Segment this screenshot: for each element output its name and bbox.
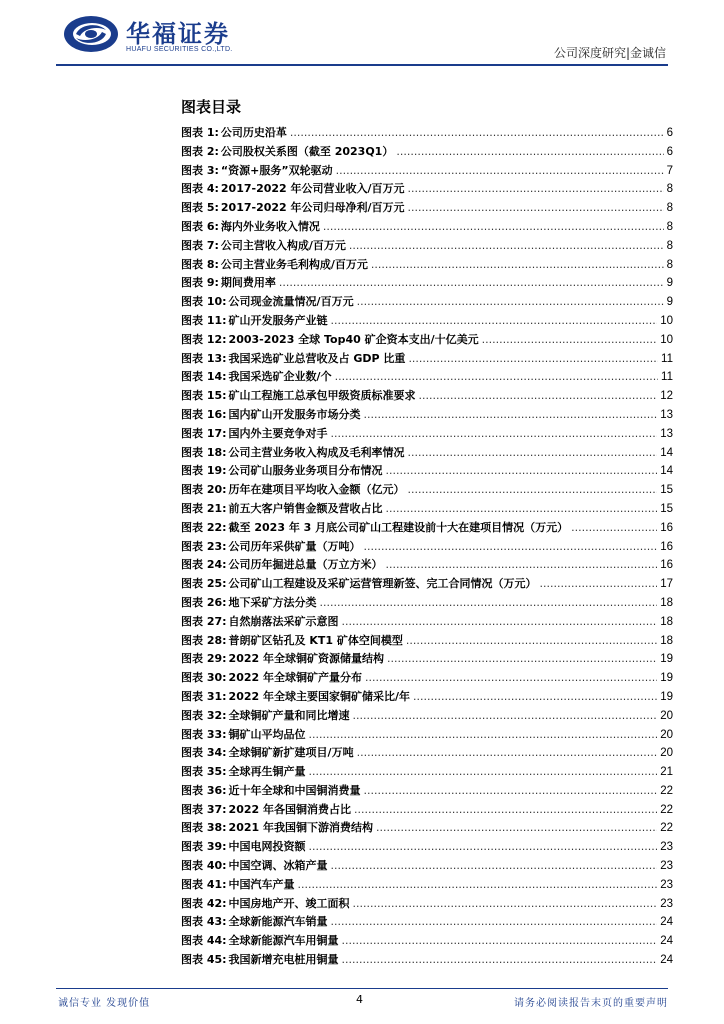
toc-entry-page: 20 — [660, 709, 673, 722]
toc-leader-dots — [408, 199, 664, 218]
toc-leader-dots — [408, 444, 658, 463]
toc-entry-title: 2021 年我国铜下游消费结构 — [228, 821, 373, 835]
brand-name-english: HUAFU SECURITIES CO.,LTD. — [126, 46, 233, 53]
toc-leader-dots — [331, 857, 658, 876]
toc-entry[interactable] — [181, 444, 673, 463]
toc-entry-label: 图表 12: — [181, 332, 227, 346]
toc-entry-label: 图表 5: — [181, 201, 219, 215]
toc-entry-title: 全球铜矿产量和同比增速 — [228, 708, 350, 722]
toc-leader-dots — [419, 387, 658, 406]
toc-entry-label: 图表 10: — [181, 295, 227, 309]
toc-entry[interactable] — [181, 500, 673, 519]
toc-entry-page: 23 — [660, 841, 673, 854]
toc-leader-dots — [364, 538, 658, 557]
toc-leader-dots — [290, 124, 664, 143]
toc-entry[interactable] — [181, 951, 673, 970]
toc-entry-label: 图表 21: — [181, 501, 227, 515]
toc-entry-label: 图表 4: — [181, 182, 219, 196]
toc-leader-dots — [298, 876, 658, 895]
toc-entry-page: 18 — [660, 634, 673, 647]
toc-entry[interactable] — [181, 180, 673, 199]
toc-leader-dots — [387, 650, 657, 669]
toc-entry[interactable] — [181, 293, 673, 312]
toc-entry-title: 2017-2022 年公司归母净利/百万元 — [220, 201, 405, 215]
toc-entry-page: 24 — [660, 935, 673, 948]
toc-entry-label: 图表 26: — [181, 595, 227, 609]
toc-entry[interactable] — [181, 726, 673, 745]
toc-entry-title: 公司股权关系图（截至 2023Q1） — [220, 144, 394, 158]
toc-entry-title: 公司现金流量情况/百万元 — [228, 295, 354, 309]
toc-leader-dots — [408, 481, 658, 500]
toc-leader-dots — [309, 763, 658, 782]
toc-entry-page: 11 — [661, 352, 673, 365]
toc-entry-label: 图表 42: — [181, 896, 227, 910]
toc-leader-dots — [353, 895, 658, 914]
toc-entry[interactable] — [181, 199, 673, 218]
toc-entry-title: 公司历年采供矿量（万吨） — [228, 539, 361, 553]
toc-entry-label: 图表 3: — [181, 163, 219, 177]
toc-entry-page: 23 — [660, 878, 673, 891]
toc-entry-page: 12 — [660, 390, 673, 403]
toc-entry[interactable] — [181, 425, 673, 444]
toc-leader-dots — [408, 350, 658, 369]
toc-entry[interactable] — [181, 575, 673, 594]
toc-leader-dots — [335, 368, 658, 387]
toc-entry-label: 图表 40: — [181, 859, 227, 873]
toc-entry-label: 图表 16: — [181, 407, 227, 421]
toc-entry-page: 6 — [666, 127, 673, 139]
toc-entry-title: 矿山开发服务产业链 — [228, 313, 328, 327]
toc-leader-dots — [364, 782, 658, 801]
toc-entry-page: 18 — [660, 615, 673, 628]
toc-entry-label: 图表 13: — [181, 351, 227, 365]
toc-entry[interactable] — [181, 350, 673, 369]
toc-entry-page: 16 — [660, 559, 673, 572]
toc-entry[interactable] — [181, 782, 673, 801]
toc-entry-page: 20 — [660, 728, 673, 741]
toc-entry-page: 6 — [666, 145, 673, 158]
toc-entry[interactable] — [181, 744, 673, 763]
toc-entry-page: 19 — [660, 653, 673, 666]
toc-entry-label: 图表 7: — [181, 238, 219, 252]
toc-entry-title: 全球铜矿新扩建项目/万吨 — [228, 746, 354, 760]
toc-entry-label: 图表 45: — [181, 953, 227, 967]
toc-leader-dots — [406, 632, 657, 651]
toc-leader-dots — [396, 143, 663, 162]
toc-entry-label: 图表 39: — [181, 840, 227, 854]
toc-entry-page: 13 — [660, 408, 673, 421]
toc-entry-title: 截至 2023 年 3 月底公司矿山工程建设前十大在建项目情况（万元） — [228, 520, 569, 534]
toc-leader-dots — [349, 237, 664, 256]
huafu-logo-icon — [62, 14, 120, 54]
toc-entry-page: 15 — [660, 484, 673, 497]
toc-entry-label: 图表 38: — [181, 821, 227, 835]
brand-name: 华福证券 — [126, 19, 230, 48]
toc-entry-title: 我国采选矿企业数/个 — [228, 370, 332, 384]
toc-entry-label: 图表 9: — [181, 276, 219, 290]
toc-entry-page: 20 — [660, 747, 673, 760]
toc-entry-title: 2022 年全球铜矿产量分布 — [228, 671, 362, 685]
toc-entry-label: 图表 27: — [181, 614, 227, 628]
toc-entry[interactable] — [181, 331, 673, 350]
toc-entry-page: 15 — [660, 502, 673, 515]
toc-entry-title: 公司历年掘进总量（万立方米） — [228, 558, 383, 572]
header-divider — [56, 64, 668, 66]
toc-leader-dots — [309, 726, 658, 745]
toc-entry-page: 24 — [660, 916, 673, 929]
toc-entry[interactable] — [181, 481, 673, 500]
toc-entry-label: 图表 31: — [181, 689, 227, 703]
toc-entry-title: 中国电网投资额 — [228, 840, 306, 854]
toc-entry-title: 我国采选矿业总营收及占 GDP 比重 — [228, 351, 406, 365]
toc-entry[interactable] — [181, 650, 673, 669]
toc-entry-page: 23 — [660, 897, 673, 910]
toc-entry-page: 22 — [660, 803, 673, 816]
toc-entry[interactable] — [181, 763, 673, 782]
toc-entry-title: 公司主营业务毛利构成/百万元 — [220, 257, 368, 271]
toc-leader-dots — [408, 180, 664, 199]
toc-entry-label: 图表 22: — [181, 520, 227, 534]
toc-entry[interactable] — [181, 387, 673, 406]
toc-title: 图表目录 — [181, 98, 242, 116]
toc-entry[interactable] — [181, 312, 673, 331]
toc-entry-title: 自然崩落法采矿示意图 — [228, 614, 339, 628]
toc-entry-title: 期间费用率 — [220, 276, 276, 290]
toc-entry-page: 19 — [660, 672, 673, 685]
toc-entry-label: 图表 29: — [181, 652, 227, 666]
toc-entry-page: 8 — [666, 239, 673, 252]
toc-entry[interactable] — [181, 801, 673, 820]
toc-entry-title: 前五大客户销售金额及营收占比 — [228, 501, 383, 515]
toc-leader-dots — [386, 462, 658, 481]
toc-entry-page: 7 — [666, 164, 673, 177]
toc-entry[interactable] — [181, 895, 673, 914]
toc-entry-label: 图表 20: — [181, 483, 227, 497]
toc-entry[interactable] — [181, 707, 673, 726]
toc-entry-label: 图表 18: — [181, 445, 227, 459]
toc-entry-page: 13 — [660, 427, 673, 440]
toc-leader-dots — [279, 274, 664, 293]
toc-leader-dots — [354, 801, 657, 820]
toc-entry-label: 图表 17: — [181, 426, 227, 440]
toc-leader-dots — [364, 406, 658, 425]
toc-entry[interactable] — [181, 124, 673, 143]
toc-entry[interactable] — [181, 932, 673, 951]
toc-entry-page: 23 — [660, 860, 673, 873]
toc-entry-label: 图表 33: — [181, 727, 227, 741]
toc-entry-label: 图表 44: — [181, 934, 227, 948]
toc-entry-title: 近十年全球和中国铜消费量 — [228, 783, 361, 797]
toc-entry-title: 历年在建项目平均收入金额（亿元） — [228, 483, 405, 497]
toc-entry-title: 国内外主要竞争对手 — [228, 426, 328, 440]
toc-entry-label: 图表 32: — [181, 708, 227, 722]
toc-entry-page: 9 — [666, 296, 673, 309]
toc-entry-title: 公司历史沿革 — [220, 126, 287, 139]
page-header — [0, 0, 724, 68]
toc-entry[interactable] — [181, 613, 673, 632]
footer-slogan: 诚信专业 发现价值 — [58, 998, 151, 1009]
toc-entry-label: 图表 8: — [181, 257, 219, 271]
toc-leader-dots — [331, 425, 658, 444]
toc-leader-dots — [331, 312, 658, 331]
toc-entry-title: 全球再生铜产量 — [228, 765, 306, 779]
toc-entry-title: 2022 年全球铜矿资源储量结构 — [228, 652, 384, 666]
toc-entry-label: 图表 30: — [181, 671, 227, 685]
toc-entry-label: 图表 19: — [181, 464, 227, 478]
toc-entry[interactable] — [181, 669, 673, 688]
toc-entry-page: 8 — [666, 183, 673, 196]
toc-entry-label: 图表 2: — [181, 144, 219, 158]
toc-entry-page: 16 — [660, 540, 673, 553]
toc-entry[interactable] — [181, 632, 673, 651]
toc-entry-label: 图表 1: — [181, 126, 219, 139]
toc-leader-dots — [323, 218, 664, 237]
toc-entry[interactable] — [181, 368, 673, 387]
toc-entry-page: 16 — [660, 521, 673, 534]
toc-leader-dots — [482, 331, 658, 350]
toc-entry-page: 18 — [660, 596, 673, 609]
footer-divider — [56, 988, 668, 989]
toc-entry-label: 图表 15: — [181, 389, 227, 403]
toc-leader-dots — [386, 556, 658, 575]
toc-entry-title: 2022 年各国铜消费占比 — [228, 802, 351, 816]
toc-leader-dots — [376, 819, 657, 838]
toc-entry[interactable] — [181, 688, 673, 707]
toc-entry-title: 中国汽车产量 — [228, 877, 295, 891]
toc-entry[interactable] — [181, 538, 673, 557]
toc-entry-title: 中国房地产开、竣工面积 — [228, 896, 350, 910]
toc-leader-dots — [413, 688, 657, 707]
toc-entry-label: 图表 25: — [181, 577, 227, 591]
toc-entry-page: 11 — [661, 371, 673, 384]
toc-entry-title: 中国空调、冰箱产量 — [228, 859, 328, 873]
toc-entry-page: 24 — [660, 954, 673, 967]
toc-leader-dots — [365, 669, 657, 688]
toc-entry[interactable] — [181, 143, 673, 162]
toc-entry[interactable] — [181, 913, 673, 932]
toc-entry[interactable] — [181, 237, 673, 256]
toc-entry-label: 图表 11: — [181, 313, 227, 327]
footer-disclaimer: 请务必阅读报告末页的重要声明 — [514, 998, 668, 1009]
toc-entry-page: 14 — [660, 465, 673, 478]
toc-entry-page: 8 — [666, 220, 673, 233]
toc-entry-page: 19 — [660, 690, 673, 703]
toc-leader-dots — [353, 707, 658, 726]
toc-entry-title: 地下采矿方法分类 — [228, 595, 317, 609]
toc-leader-dots — [342, 932, 658, 951]
toc-entry-label: 图表 24: — [181, 558, 227, 572]
toc-leader-dots — [336, 162, 664, 181]
toc-leader-dots — [320, 594, 658, 613]
toc-leader-dots — [540, 575, 658, 594]
toc-entry-label: 图表 35: — [181, 765, 227, 779]
toc-entry-title: 公司矿山工程建设及采矿运营管理新签、完工合同情况（万元） — [228, 577, 537, 591]
toc-entry[interactable] — [181, 519, 673, 538]
toc-leader-dots — [309, 838, 658, 857]
report-type: 公司深度研究|金诚信 — [553, 46, 666, 60]
toc-entry-page: 21 — [660, 766, 673, 779]
toc-leader-dots — [342, 951, 658, 970]
toc-entry[interactable] — [181, 594, 673, 613]
toc-leader-dots — [371, 256, 664, 275]
toc-entry[interactable] — [181, 819, 673, 838]
toc-entry[interactable] — [181, 556, 673, 575]
toc-entry[interactable] — [181, 162, 673, 181]
toc-entry-label: 图表 36: — [181, 783, 227, 797]
toc-leader-dots — [386, 500, 658, 519]
toc-leader-dots — [331, 913, 658, 932]
toc-entry-title: 海内外业务收入情况 — [220, 219, 320, 233]
toc-entry-title: 铜矿山平均品位 — [228, 727, 306, 741]
toc-entry-page: 22 — [660, 822, 673, 835]
toc-entry-title: 公司主营业务收入构成及毛利率情况 — [228, 445, 405, 459]
toc-entry-page: 10 — [660, 314, 673, 327]
toc-entry-title: 国内矿山开发服务市场分类 — [228, 407, 361, 421]
toc-entry[interactable] — [181, 857, 673, 876]
toc-entry[interactable] — [181, 256, 673, 275]
toc-entry-title: 我国新增充电桩用铜量 — [228, 953, 339, 967]
toc-entry-page: 22 — [660, 784, 673, 797]
toc-entry-label: 图表 37: — [181, 802, 227, 816]
toc-entry-page: 8 — [666, 258, 673, 271]
toc-entry-page: 9 — [666, 277, 673, 290]
toc-entry[interactable] — [181, 406, 673, 425]
toc-entry-label: 图表 41: — [181, 877, 227, 891]
toc-leader-dots — [357, 744, 658, 763]
toc-entry-page: 17 — [660, 578, 673, 591]
toc-entry-title: 普朗矿区钻孔及 KT1 矿体空间模型 — [228, 633, 403, 647]
toc-entry-title: 公司主营收入构成/百万元 — [220, 238, 346, 252]
toc-entry[interactable] — [181, 218, 673, 237]
toc-entry-title: 2022 年全球主要国家铜矿储采比/年 — [228, 689, 411, 703]
toc-entry-label: 图表 14: — [181, 370, 227, 384]
toc-entry[interactable] — [181, 838, 673, 857]
figure-list — [181, 124, 673, 970]
toc-entry-label: 图表 23: — [181, 539, 227, 553]
toc-leader-dots — [357, 293, 664, 312]
toc-entry[interactable] — [181, 462, 673, 481]
toc-entry[interactable] — [181, 274, 673, 293]
toc-entry[interactable] — [181, 876, 673, 895]
toc-entry-title: 公司矿山服务业务项目分布情况 — [228, 464, 383, 478]
toc-entry-label: 图表 6: — [181, 219, 219, 233]
toc-entry-title: 2017-2022 年公司营业收入/百万元 — [220, 182, 405, 196]
toc-entry-title: “资源+服务”双轮驱动 — [220, 163, 333, 177]
toc-entry-title: 全球新能源汽车销量 — [228, 915, 328, 929]
toc-leader-dots — [571, 519, 657, 538]
toc-entry-page: 14 — [660, 446, 673, 459]
toc-entry-page: 8 — [666, 202, 673, 215]
toc-entry-title: 全球新能源汽车用铜量 — [228, 934, 339, 948]
page-number: 4 — [356, 993, 363, 1006]
toc-entry-label: 图表 34: — [181, 746, 227, 760]
toc-entry-label: 图表 43: — [181, 915, 227, 929]
toc-entry-title: 2003-2023 全球 Top40 矿企资本支出/十亿美元 — [228, 332, 479, 346]
toc-leader-dots — [342, 613, 658, 632]
toc-entry-label: 图表 28: — [181, 633, 227, 647]
toc-entry-page: 10 — [660, 333, 673, 346]
toc-entry-title: 矿山工程施工总承包甲级资质标准要求 — [228, 389, 416, 403]
